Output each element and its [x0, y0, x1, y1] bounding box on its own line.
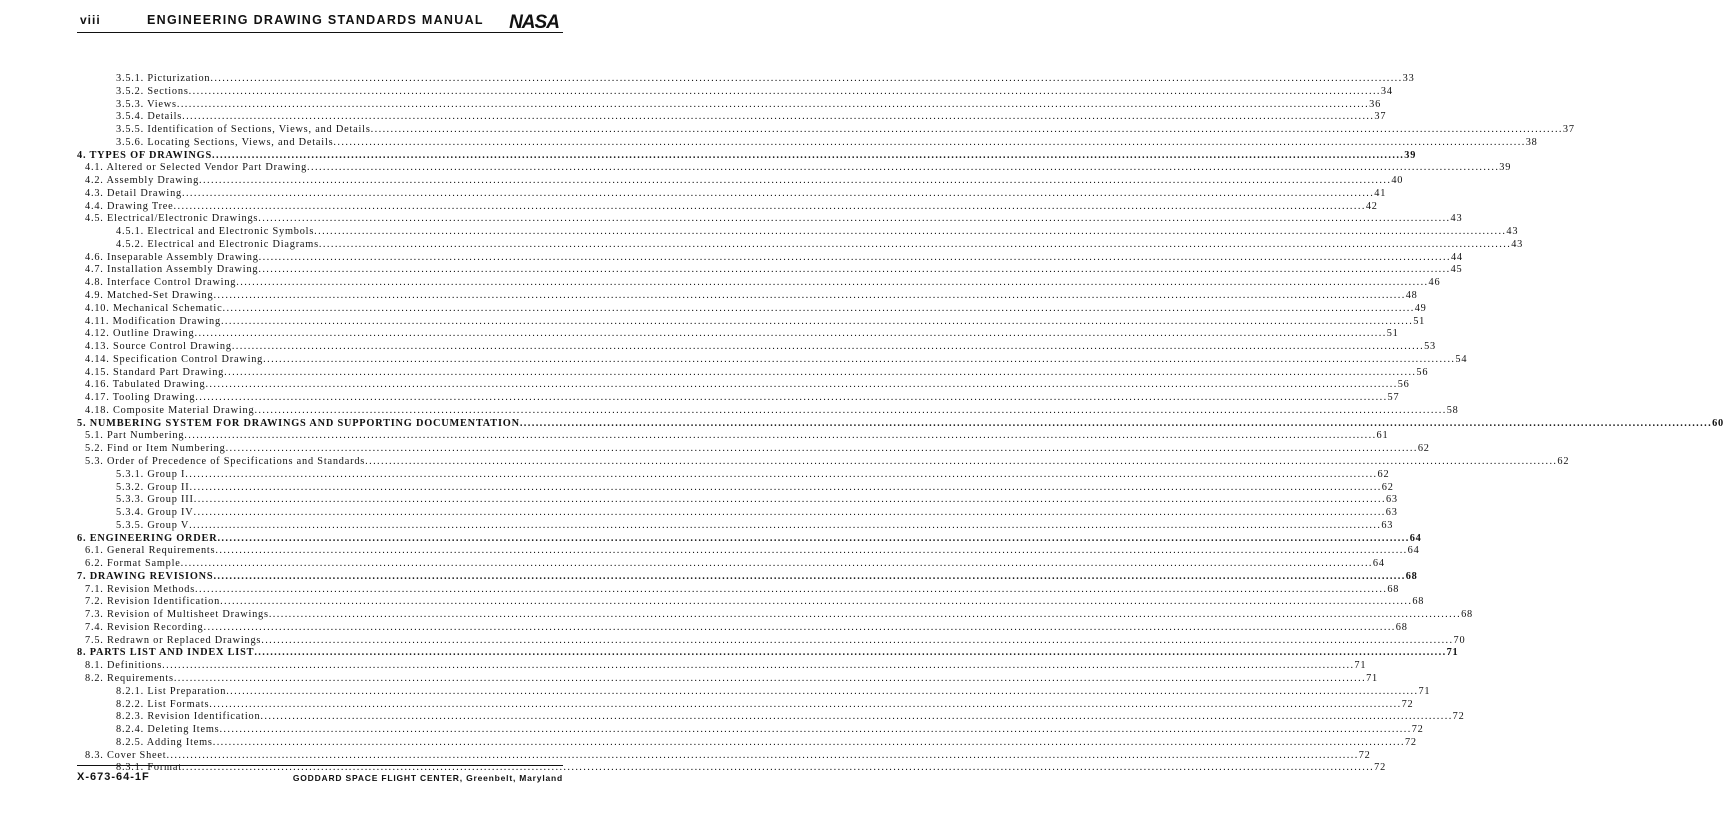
toc-entry — [77, 468, 1390, 482]
toc-dot-leader: ............................................................................................................................................................................................................................................................................................................ — [519, 417, 1713, 429]
toc-entry-page: 57 — [1387, 392, 1400, 404]
toc-entry-page: 45 — [1450, 264, 1463, 276]
toc-entry — [77, 430, 1389, 443]
toc-entry-title: 7.3. Revision of Multisheet Drawings — [85, 609, 269, 621]
toc-entry-title: 4.9. Matched-Set Drawing — [85, 290, 214, 302]
toc-dot-leader: ............................................................................................................................................................................................................................................................................................................ — [258, 264, 1451, 276]
table-of-contents — [77, 73, 1724, 775]
toc-entry-title: 4.15. Standard Part Drawing — [85, 366, 225, 378]
toc-entry-title: 4.5.1. Electrical and Electronic Symbols — [116, 226, 315, 238]
toc-entry-title: 4.11. Modification Drawing — [85, 315, 221, 327]
toc-entry — [77, 507, 1398, 520]
toc-entry — [77, 558, 1385, 571]
toc-entry-title: 4.5. Electrical/Electronic Drawings — [85, 213, 259, 225]
toc-entry-page: 56 — [1416, 366, 1429, 378]
toc-entry — [77, 366, 1429, 380]
toc-entry — [77, 698, 1414, 712]
toc-entry-title: 8.2.3. Revision Identification — [116, 711, 261, 723]
page-header — [77, 10, 563, 32]
toc-entry-page: 72 — [1404, 736, 1417, 748]
toc-entry — [77, 724, 1424, 737]
toc-entry-page: 72 — [1401, 698, 1414, 710]
toc-entry — [77, 392, 1400, 405]
toc-entry-title: 4. TYPES OF DRAWINGS — [77, 149, 213, 161]
toc-dot-leader: ............................................................................................................................................................................................................................................................................................................ — [268, 609, 1462, 621]
toc-entry-page: 64 — [1407, 545, 1420, 557]
toc-dot-leader: ............................................................................................................................................................................................................................................................................................................ — [193, 494, 1386, 506]
toc-entry-page: 37 — [1562, 124, 1575, 136]
toc-entry-page: 72 — [1452, 711, 1465, 723]
toc-dot-leader: ............................................................................................................................................................................................................................................................................................................ — [258, 251, 1451, 263]
toc-entry — [77, 379, 1410, 392]
toc-entry-title: 4.17. Tooling Drawing — [85, 392, 196, 404]
toc-entry-page: 62 — [1557, 455, 1570, 467]
toc-entry — [77, 149, 1417, 163]
toc-entry-page: 72 — [1411, 724, 1424, 736]
toc-entry-title: 4.5.2. Electrical and Electronic Diagrams — [116, 238, 319, 250]
toc-entry-title: 4.7. Installation Assembly Drawing — [85, 264, 259, 276]
toc-dot-leader: ............................................................................................................................................................................................................................................................................................................ — [193, 507, 1386, 519]
toc-entry — [77, 315, 1426, 329]
toc-dot-leader: ............................................................................................................................................................................................................................................................................................................ — [314, 226, 1507, 238]
nasa-logo-icon — [505, 11, 563, 31]
toc-entry — [77, 302, 1427, 316]
toc-entry — [77, 660, 1367, 673]
toc-entry — [77, 443, 1430, 456]
toc-entry-title: 4.3. Detail Drawing — [85, 187, 182, 199]
toc-entry-title: 7.5. Redrawn or Replaced Drawings — [85, 634, 262, 646]
toc-dot-leader: ............................................................................................................................................................................................................................................................................................................ — [254, 647, 1447, 659]
toc-dot-leader: ............................................................................................................................................................................................................................................................................................................ — [162, 660, 1355, 672]
toc-entry — [77, 647, 1459, 660]
toc-entry-title: 8.2.5. Adding Items — [116, 736, 213, 748]
toc-dot-leader: ............................................................................................................................................................................................................................................................................................................ — [212, 736, 1405, 748]
toc-entry-page: 70 — [1453, 634, 1466, 646]
toc-entry-page: 53 — [1424, 341, 1436, 353]
toc-dot-leader: ............................................................................................................................................................................................................................................................................................................ — [318, 238, 1512, 250]
toc-entry-title: 4.6. Inseparable Assembly Drawing — [85, 251, 259, 263]
toc-entry — [77, 621, 1408, 635]
toc-entry-title: 5. NUMBERING SYSTEM FOR DRAWINGS AND SUPPORTING DOCUMENTATION — [77, 417, 520, 429]
toc-entry-title: 3.5.4. Details — [116, 111, 183, 123]
toc-dot-leader: ............................................................................................................................................................................................................................................................................................................ — [225, 443, 1418, 455]
toc-entry-page: 39 — [1404, 149, 1417, 161]
toc-dot-leader: ............................................................................................................................................................................................................................................................................................................ — [217, 532, 1410, 544]
toc-dot-leader: ............................................................................................................................................................................................................................................................................................................ — [209, 698, 1402, 710]
toc-entry — [77, 124, 1575, 137]
toc-entry-title: 4.12. Outline Drawing — [85, 328, 195, 340]
toc-entry — [77, 417, 1724, 431]
toc-entry-page: 40 — [1391, 175, 1404, 187]
toc-dot-leader: ............................................................................................................................................................................................................................................................................................................ — [236, 277, 1429, 289]
toc-entry — [77, 583, 1400, 597]
toc-entry-title: 5.3.5. Group V — [116, 519, 190, 531]
toc-entry-page: 72 — [1374, 762, 1387, 774]
toc-entry — [77, 73, 1415, 86]
toc-dot-leader: ............................................................................................................................................................................................................................................................................................................ — [203, 621, 1396, 633]
toc-entry — [77, 494, 1398, 507]
header-page-number: viii — [80, 13, 101, 27]
toc-entry-title: 8. PARTS LIST AND INDEX LIST — [77, 647, 255, 659]
toc-entry-title: 4.16. Tabulated Drawing — [85, 379, 206, 391]
toc-entry-title: 4.18. Composite Material Drawing — [85, 404, 255, 416]
toc-entry-page: 71 — [1418, 685, 1431, 697]
toc-dot-leader: ............................................................................................................................................................................................................................................................................................................ — [220, 315, 1414, 327]
toc-entry-title: 3.5.1. Picturization — [116, 73, 211, 84]
toc-dot-leader: ............................................................................................................................................................................................................................................................................................................ — [258, 213, 1451, 225]
toc-entry-title: 8.2.4. Deleting Items — [116, 724, 220, 736]
toc-entry — [77, 685, 1431, 699]
toc-dot-leader: ............................................................................................................................................................................................................................................................................................................ — [231, 341, 1425, 353]
toc-entry-page: 71 — [1354, 660, 1367, 672]
footer-doc-id: X-673-64-1F — [77, 771, 150, 783]
toc-entry — [77, 455, 1570, 469]
toc-entry — [77, 596, 1425, 609]
toc-dot-leader: ............................................................................................................................................................................................................................................................................................................ — [210, 73, 1403, 84]
toc-entry-title: 8.2. Requirements — [85, 672, 174, 684]
toc-entry — [77, 711, 1465, 724]
toc-dot-leader: ............................................................................................................................................................................................................................................................................................................ — [194, 328, 1387, 340]
toc-entry-title: 4.14. Specification Control Drawing — [85, 353, 264, 365]
toc-entry-page: 38 — [1525, 136, 1538, 148]
toc-entry-title: 4.8. Interface Control Drawing — [85, 277, 237, 289]
toc-entry-title: 8.3. Cover Sheet — [85, 749, 167, 761]
toc-entry-title: 3.5.6. Locating Sections, Views, and Details — [116, 136, 334, 148]
toc-entry-page: 68 — [1461, 609, 1473, 621]
toc-entry — [77, 98, 1382, 112]
toc-entry — [77, 353, 1468, 367]
toc-entry-page: 43 — [1450, 213, 1463, 225]
toc-entry — [77, 404, 1459, 418]
toc-dot-leader: ............................................................................................................................................................................................................................................................................................................ — [224, 366, 1417, 378]
toc-entry-page: 71 — [1366, 672, 1378, 684]
toc-dot-leader: ............................................................................................................................................................................................................................................................................................................ — [195, 392, 1388, 404]
toc-dot-leader: ............................................................................................................................................................................................................................................................................................................ — [213, 290, 1406, 302]
toc-entry — [77, 749, 1371, 763]
toc-entry-page: 43 — [1506, 226, 1519, 238]
footer-rule — [77, 765, 563, 766]
toc-dot-leader: ............................................................................................................................................................................................................................................................................................................ — [220, 596, 1413, 608]
toc-entry-page: 54 — [1455, 353, 1468, 365]
toc-entry — [77, 290, 1418, 303]
toc-entry-title: 8.3.1. Format — [116, 762, 182, 774]
toc-entry — [77, 341, 1436, 354]
toc-dot-leader: ............................................................................................................................................................................................................................................................................................................ — [254, 404, 1447, 416]
toc-entry-title: 4.13. Source Control Drawing — [85, 341, 232, 353]
toc-dot-leader: ............................................................................................................................................................................................................................................................................................................ — [215, 545, 1408, 557]
toc-dot-leader: ............................................................................................................................................................................................................................................................................................................ — [173, 672, 1367, 684]
toc-dot-leader: ............................................................................................................................................................................................................................................................................................................ — [307, 162, 1500, 174]
toc-entry-title: 5.3.1. Group I — [116, 468, 186, 480]
toc-dot-leader: ............................................................................................................................................................................................................................................................................................................ — [180, 558, 1373, 570]
toc-dot-leader: ............................................................................................................................................................................................................................................................................................................ — [226, 685, 1419, 697]
toc-entry — [77, 111, 1387, 124]
toc-entry — [77, 328, 1399, 341]
toc-entry-title: 7.1. Revision Methods — [85, 583, 196, 595]
toc-entry-page: 72 — [1358, 749, 1371, 761]
toc-entry-page: 37 — [1374, 111, 1387, 123]
toc-dot-leader: ............................................................................................................................................................................................................................................................................................................ — [181, 762, 1375, 774]
toc-entry-title: 4.2. Assembly Drawing — [85, 175, 200, 187]
toc-entry-page: 63 — [1385, 494, 1398, 506]
toc-entry-page: 34 — [1380, 85, 1393, 97]
toc-dot-leader: ............................................................................................................................................................................................................................................................................................................ — [188, 85, 1381, 97]
toc-entry-title: 3.5.3. Views — [116, 98, 177, 110]
toc-entry — [77, 736, 1417, 750]
toc-entry-title: 8.2.1. List Preparation — [116, 685, 227, 697]
toc-entry-page: 63 — [1385, 507, 1398, 519]
toc-entry-page: 56 — [1397, 379, 1410, 391]
toc-dot-leader: ............................................................................................................................................................................................................................................................................................................ — [213, 570, 1406, 582]
toc-entry-page: 68 — [1395, 621, 1408, 633]
toc-entry — [77, 162, 1512, 175]
toc-entry-page: 60 — [1712, 417, 1724, 429]
toc-entry — [77, 634, 1466, 648]
toc-dot-leader: ............................................................................................................................................................................................................................................................................................................ — [212, 149, 1405, 161]
toc-dot-leader: ............................................................................................................................................................................................................................................................................................................ — [199, 175, 1392, 187]
toc-entry — [77, 532, 1422, 546]
toc-entry-title: 6. ENGINEERING ORDER — [77, 532, 218, 544]
toc-entry-page: 63 — [1381, 519, 1394, 531]
toc-entry-title: 8.1. Definitions — [85, 660, 163, 672]
toc-entry-title: 6.1. General Requirements — [85, 545, 216, 557]
toc-entry-title: 7.2. Revision Identification — [85, 596, 221, 608]
toc-dot-leader: ............................................................................................................................................................................................................................................................................................................ — [166, 749, 1359, 761]
toc-dot-leader: ............................................................................................................................................................................................................................................................................................................ — [260, 711, 1453, 723]
toc-entry-page: 36 — [1369, 98, 1382, 110]
toc-entry-title: 4.10. Mechanical Schematic — [85, 302, 223, 314]
toc-entry-page: 41 — [1374, 187, 1387, 199]
toc-dot-leader: ............................................................................................................................................................................................................................................................................................................ — [182, 111, 1375, 123]
toc-dot-leader: ............................................................................................................................................................................................................................................................................................................ — [184, 430, 1377, 442]
toc-entry-page: 71 — [1446, 647, 1459, 659]
toc-entry — [77, 187, 1387, 201]
toc-entry — [77, 264, 1463, 277]
toc-dot-leader: ............................................................................................................................................................................................................................................................................................................ — [263, 353, 1456, 365]
toc-entry — [77, 519, 1394, 533]
toc-entry-page: 49 — [1414, 302, 1427, 314]
toc-entry — [77, 481, 1394, 495]
toc-entry — [77, 136, 1538, 150]
footer-organization: GODDARD SPACE FLIGHT CENTER, Greenbelt, Maryland — [292, 773, 563, 783]
toc-entry-title: 5.1. Part Numbering — [85, 430, 185, 442]
toc-entry — [77, 570, 1418, 584]
toc-entry-title: 5.2. Find or Item Numbering — [85, 443, 226, 455]
toc-entry-page: 48 — [1405, 290, 1418, 302]
toc-entry — [77, 175, 1404, 188]
toc-entry-title: 8.2.2. List Formats — [116, 698, 210, 710]
toc-entry-page: 46 — [1428, 277, 1441, 289]
toc-entry-page: 64 — [1409, 532, 1422, 544]
toc-entry-page: 33 — [1402, 73, 1415, 84]
toc-dot-leader: ............................................................................................................................................................................................................................................................................................................ — [181, 187, 1375, 199]
toc-entry-page: 62 — [1377, 468, 1390, 480]
toc-dot-leader: ............................................................................................................................................................................................................................................................................................................ — [333, 136, 1526, 148]
toc-dot-leader: ............................................................................................................................................................................................................................................................................................................ — [261, 634, 1454, 646]
toc-dot-leader: ............................................................................................................................................................................................................................................................................................................ — [189, 481, 1382, 493]
toc-dot-leader: ............................................................................................................................................................................................................................................................................................................ — [185, 468, 1378, 480]
toc-entry-title: 5.3.3. Group III — [116, 494, 194, 506]
toc-dot-leader: ............................................................................................................................................................................................................................................................................................................ — [195, 583, 1388, 595]
toc-entry — [77, 672, 1378, 686]
toc-entry-page: 43 — [1511, 238, 1524, 250]
toc-entry-page: 68 — [1387, 583, 1400, 595]
toc-entry — [77, 251, 1463, 265]
toc-entry-title: 5.3.4. Group IV — [116, 507, 194, 519]
toc-dot-leader: ............................................................................................................................................................................................................................................................................................................ — [176, 98, 1370, 110]
header-rule — [77, 32, 563, 33]
toc-dot-leader: ............................................................................................................................................................................................................................................................................................................ — [189, 519, 1382, 531]
toc-entry-title: 6.2. Format Sample — [85, 558, 181, 570]
toc-entry-title: 5.3. Order of Precedence of Specifications and Standards — [85, 455, 366, 467]
toc-entry-title: 7.4. Revision Recording — [85, 621, 204, 633]
toc-entry — [77, 545, 1420, 558]
toc-dot-leader: ............................................................................................................................................................................................................................................................................................................ — [222, 302, 1415, 314]
toc-entry — [77, 85, 1393, 99]
toc-entry-page: 44 — [1450, 251, 1463, 263]
toc-entry-title: 3.5.5. Identification of Sections, Views, and Details — [116, 124, 371, 136]
toc-entry-title: 7. DRAWING REVISIONS — [77, 570, 214, 582]
toc-entry-page: 42 — [1365, 200, 1378, 212]
toc-entry — [77, 609, 1473, 622]
toc-entry — [77, 200, 1378, 214]
toc-dot-leader: ............................................................................................................................................................................................................................................................................................................ — [173, 200, 1366, 212]
header-title: ENGINEERING DRAWING STANDARDS MANUAL — [147, 13, 484, 27]
toc-entry-page: 58 — [1446, 404, 1459, 416]
toc-entry-title: 4.1. Altered or Selected Vendor Part Drawing — [85, 162, 308, 174]
toc-entry-page: 64 — [1372, 558, 1385, 570]
toc-dot-leader: ............................................................................................................................................................................................................................................................................................................ — [370, 124, 1563, 136]
nasa-logo-text: NASA — [509, 12, 559, 33]
toc-entry-page: 51 — [1386, 328, 1399, 340]
toc-entry-page: 51 — [1413, 315, 1426, 327]
toc-dot-leader: ............................................................................................................................................................................................................................................................................................................ — [365, 455, 1558, 467]
toc-entry-page: 62 — [1417, 443, 1430, 455]
toc-dot-leader: ............................................................................................................................................................................................................................................................................................................ — [219, 724, 1412, 736]
toc-entry-page: 62 — [1381, 481, 1394, 493]
toc-entry-page: 68 — [1405, 570, 1418, 582]
toc-entry — [77, 226, 1519, 239]
toc-dot-leader: ............................................................................................................................................................................................................................................................................................................ — [205, 379, 1398, 391]
toc-entry — [77, 213, 1463, 226]
toc-entry-title: 4.4. Drawing Tree — [85, 200, 174, 212]
toc-entry-page: 61 — [1376, 430, 1389, 442]
toc-entry — [77, 238, 1524, 252]
toc-entry-page: 39 — [1499, 162, 1512, 174]
toc-entry-title: 3.5.2. Sections — [116, 85, 189, 97]
toc-entry-page: 68 — [1412, 596, 1425, 608]
toc-entry — [77, 277, 1441, 290]
toc-entry-title: 5.3.2. Group II — [116, 481, 190, 493]
